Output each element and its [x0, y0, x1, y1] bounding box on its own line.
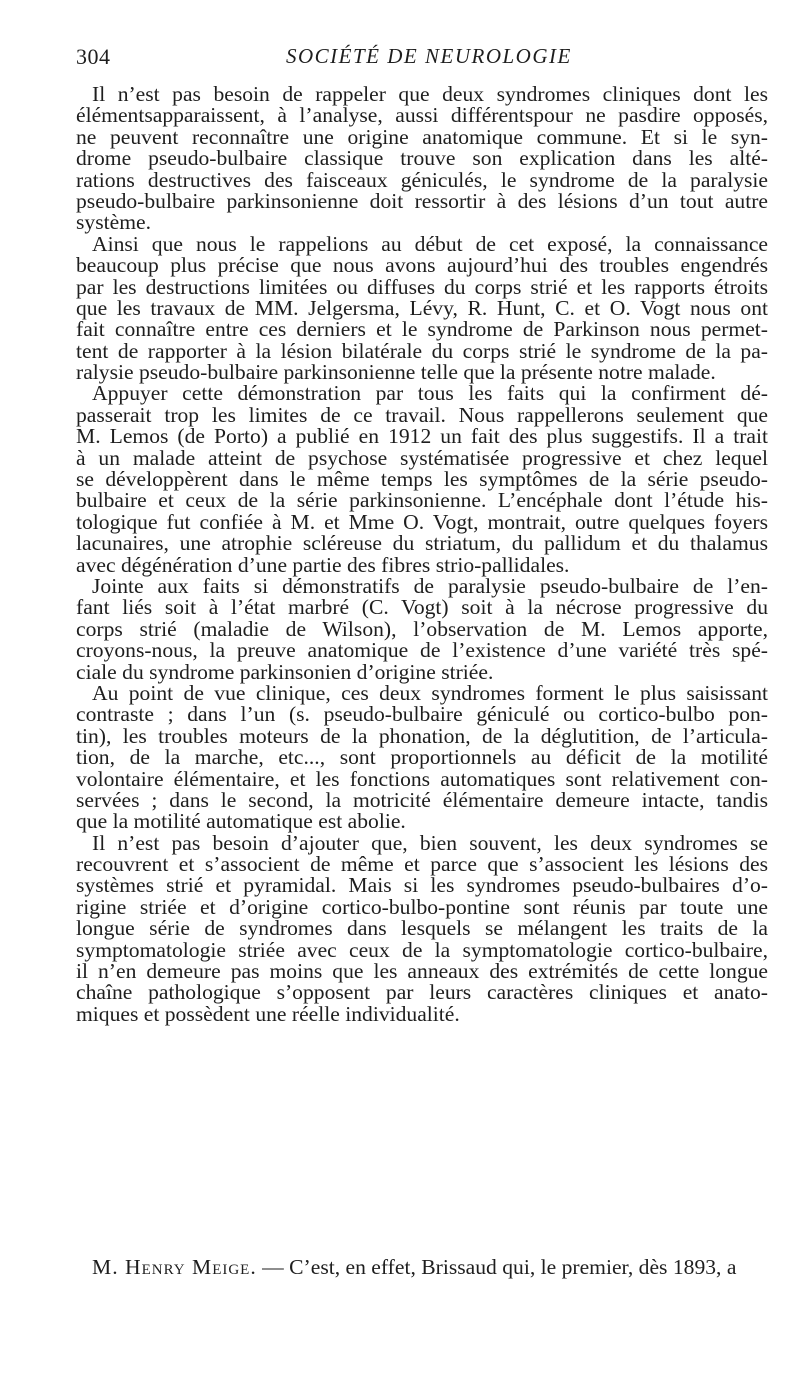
text-line: servées ; dans le second, la motricité élémentaire demeure intacte, tandis [76, 787, 768, 812]
text-line: système. [76, 210, 151, 235]
text-line: beaucoup plus précise que nous avons aujourd’hui des troubles engendrés [76, 253, 768, 278]
text-line: que la motilité automatique est abolie. [76, 809, 406, 834]
text-line: ne peuvent reconnaître une origine anatomique commune. Et si le syn- [76, 124, 768, 149]
text-line: ciale du syndrome parkinsonien d’origine striée. [76, 659, 494, 684]
text-line: M. Lemos (de Porto) a publié en 1912 un fait des plus suggestifs. Il a trait [76, 424, 768, 449]
text-line: systèmes strié et pyramidal. Mais si les syndromes pseudo-bulbaires d’o- [76, 873, 768, 898]
page-number: 304 [76, 44, 111, 69]
text-line: longue série de syndromes dans lesquels se mélangent les traits de la [76, 916, 768, 941]
paragraph [76, 231, 768, 385]
text-line: se développèrent dans le même temps les symptômes de la série pseudo- [76, 467, 768, 492]
text-line: chaîne pathologique s’opposent par leurs caractères cliniques et anato- [76, 980, 768, 1005]
text-line: bulbaire et ceux de la série parkinsonienne. L’encéphale dont l’étude his- [76, 488, 768, 513]
paragraph [76, 573, 768, 684]
text-line: que les travaux de MM. Jelgersma, Lévy, R. Hunt, C. et O. Vogt nous ont [76, 295, 768, 320]
body-text [76, 84, 768, 1025]
text-line: Il n’est pas besoin d’ajouter que, bien souvent, les deux syndromes se [92, 830, 768, 855]
text-line: pseudo-bulbaire parkinsonienne doit ressortir à des lésions d’un tout autre [76, 188, 768, 213]
text-line: avec dégénération d’une partie des fibres strio-pallidales. [76, 552, 570, 577]
text-line: Jointe aux faits si démonstratifs de paralysie pseudo-bulbaire de l’en- [92, 573, 768, 598]
text-line: tin), les troubles moteurs de la phonation, de la déglutition, de l’articula- [76, 723, 768, 748]
text-line: fait connaître entre ces derniers et le syndrome de Parkinson nous permet- [76, 317, 768, 342]
text-line: symptomatologie striée avec ceux de la symptomatologie cortico-bulbaire, [76, 937, 768, 962]
text-line: contraste ; dans l’un (s. pseudo-bulbaire géniculé ou cortico-bulbo pon- [76, 702, 768, 727]
text-line: Au point de vue clinique, ces deux syndromes forment le plus saisissant [92, 680, 768, 705]
text-line: Il n’est pas besoin de rappeler que deux syndromes cliniques dont les [92, 82, 768, 106]
text-line: tion, de la marche, etc..., sont proportionnels au déficit de la motilité [76, 745, 768, 770]
paragraph [76, 830, 768, 1026]
text-line: volontaire élémentaire, et les fonctions automatiques sont relativement con- [76, 766, 768, 791]
text-line: par les destructions limitées ou diffuses du corps strié et les rapports étroits [76, 274, 768, 299]
text-line: il n’en demeure pas moins que les anneaux des extrémités de cette longue [76, 959, 768, 984]
text-line: rigine striée et d’origine cortico-bulbo-pontine sont réunis par toute une [76, 894, 768, 919]
text-line: à un malade atteint de psychose systématisée progressive et chez lequel [76, 445, 768, 470]
text-line: drome pseudo-bulbaire classique trouve son explication dans les alté- [76, 146, 768, 171]
paragraph [76, 680, 768, 834]
text-line: corps strié (maladie de Wilson), l’observation de M. Lemos apporte, [76, 616, 768, 641]
text-line: miques et possèdent une réelle individualité. [76, 1001, 460, 1026]
text-line: recouvrent et s’associent de même et parce que s’associent les lésions des [76, 852, 768, 877]
running-title: SOCIÉTÉ DE NEUROLOGIE [286, 44, 572, 68]
text-line: croyons-nous, la preuve anatomique de l’existence d’une variété très spé- [76, 638, 768, 663]
closing-remark [92, 1257, 782, 1278]
paragraph [76, 84, 768, 234]
text-line: tologique fut confiée à M. et Mme O. Vogt, montrait, outre quelques foyers [76, 509, 768, 534]
text-line: Ainsi que nous le rappelions au début de cet exposé, la connaissance [92, 231, 768, 256]
text-line: lacunaires, une atrophie scléreuse du striatum, du pallidum et du thalamus [76, 531, 768, 556]
text-line: élémentsapparaissent, à l’analyse, aussi différentspour ne pasdire opposés, [76, 103, 768, 128]
text-line: fant liés soit à l’état marbré (C. Vogt) soit à la nécrose progressive du [76, 595, 768, 620]
text-line: tent de rapporter à la lésion bilatérale du corps strié le syndrome de la pa- [76, 338, 768, 363]
text-line: ralysie pseudo-bulbaire parkinsonienne telle que la présente notre malade. [76, 360, 716, 385]
page-header [76, 44, 766, 74]
closing-remark-text: — C’est, en effet, Brissaud qui, le premier, dès 1893, a [256, 1255, 737, 1279]
text-line: Appuyer cette démonstration par tous les faits qui la confirment dé- [92, 381, 768, 406]
text-line: passerait trop les limites de ce travail. Nous rappellerons seulement que [76, 402, 768, 427]
text-line: rations destructives des faisceaux géniculés, le syndrome de la paralysie [76, 167, 768, 192]
paragraph [76, 383, 768, 576]
speaker-name: M. Henry Meige. [92, 1255, 257, 1279]
